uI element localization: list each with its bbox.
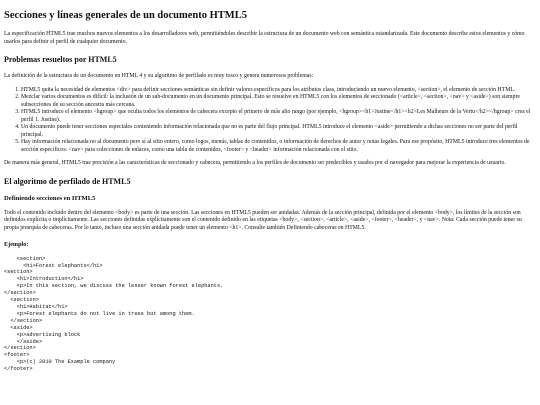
- code-example: <section> <h1>Forest elephants</h1> <section> <h1>Introduction</h1> <p>In this section, we discuss the lesser known forest elephants. </section> <section> <h1>Habitat</h1> <p>Forest elephants do not live in trees but among them. </section> <aside> <p>advertising block </aside> </section> <footer> <p>(c) 2010 The Example company </footer>: [4, 255, 224, 373]
- problem-item-2: 2. Mezclar varios documentos es difícil: la inclusión de un sub-documento en un documento principal. Esto se resuelve en HTML5 con los elementos de seccionado (<article>, <section>, <nav> y <aside>) son siempre subsecciones de su sección ancestra más cercana.: [21, 94, 531, 109]
- problem-item-5: 5. Hay información relacionada no al documento pero sí al sitio entero, como logos, menús, tablas de contenidos, o información de derechos de autor y notas legales. Para ese propósito, HTML5 introduce tres elementos de sección específicos: <nav> para colecciones de enlaces, como una tabla de contenidos, <footer> y <header> información relacionada con el sitio.: [21, 139, 531, 154]
- sections-subheading: Definiendo secciones en HTML5: [4, 194, 96, 202]
- page-title: Secciones y líneas generales de un documento HTML5: [4, 10, 247, 21]
- algorithm-heading: El algoritmo de perfilado de HTML5: [4, 176, 131, 186]
- problems-list: [4, 87, 531, 155]
- problem-item-3: 3. HTML5 introduce el elemento <hgroup> que oculta todos los elementos de cabecera excepto el primero de más alto rango (por ejemplo, <hgroup><h1>Justine</h1><h2>Les Malheurs de la Vertu</h2></hgroup> crea el perfil 1. Justine).: [21, 109, 531, 124]
- sections-paragraph: Todo el contenido incluido dentro del elemento <body> es parte de una sección. Las secciones en HTML5 pueden ser anidadas. Además de la sección principal, definida por el elemento <body>, los límites de la sección son definidos explícita o implícitamente. Las secciones definidas explícitamente son el contenido definido en las etiquetas <body>, <section>, <article>, <aside>, <footer>, <header>, y <nav>. Nota: Cada sección puede tener su propia jerarquía de cabeceras. Por lo tanto, incluso una sección anidada puede tener un elemento <h1>. Consulte también Definiendo cabeceras en HTML5.: [4, 209, 522, 232]
- problem-item-1: 1. HTML5 quita la necesidad de elementos <div> para definir secciones semánticas sin definir valores específicos para los atributos class, introduciendo un nuevo elemento, <section>, el elemento de sección HTML.: [21, 87, 531, 95]
- intro-paragraph: La especificación HTML5 trae muchos nuevos elementos a los desarrolladores web, permitiéndoles describir la estructura de un documento web con semántica estandarizada. Este documento describe estos elementos y cómo usarlos para definir el perfil de cualquier documento.: [4, 31, 525, 45]
- example-label: Ejemplo:: [4, 240, 29, 248]
- problems-heading: Problemas resueltos por HTML5: [4, 55, 117, 65]
- problem-item-4: 4. Un documento puede tener secciones especiales conteniendo información relacionada que no es parte del flujo principal. HTML5 introduce el elemento <aside> permitiendo a dichas secciones no ser parte del perfil principal.: [21, 124, 531, 139]
- problems-closing: De manera más general, HTML5 trae precisión a las características de seccionado y cabecera, permitiendo a los perfiles de documento ser predecibles y usados por el navegador para mejorar la experiencia de usuario.: [4, 160, 506, 167]
- problems-lead: La definición de la estructura de un documento en HTML 4 y su algoritmo de perfilado es muy tosco y genera numerosos problemas:: [4, 73, 314, 80]
